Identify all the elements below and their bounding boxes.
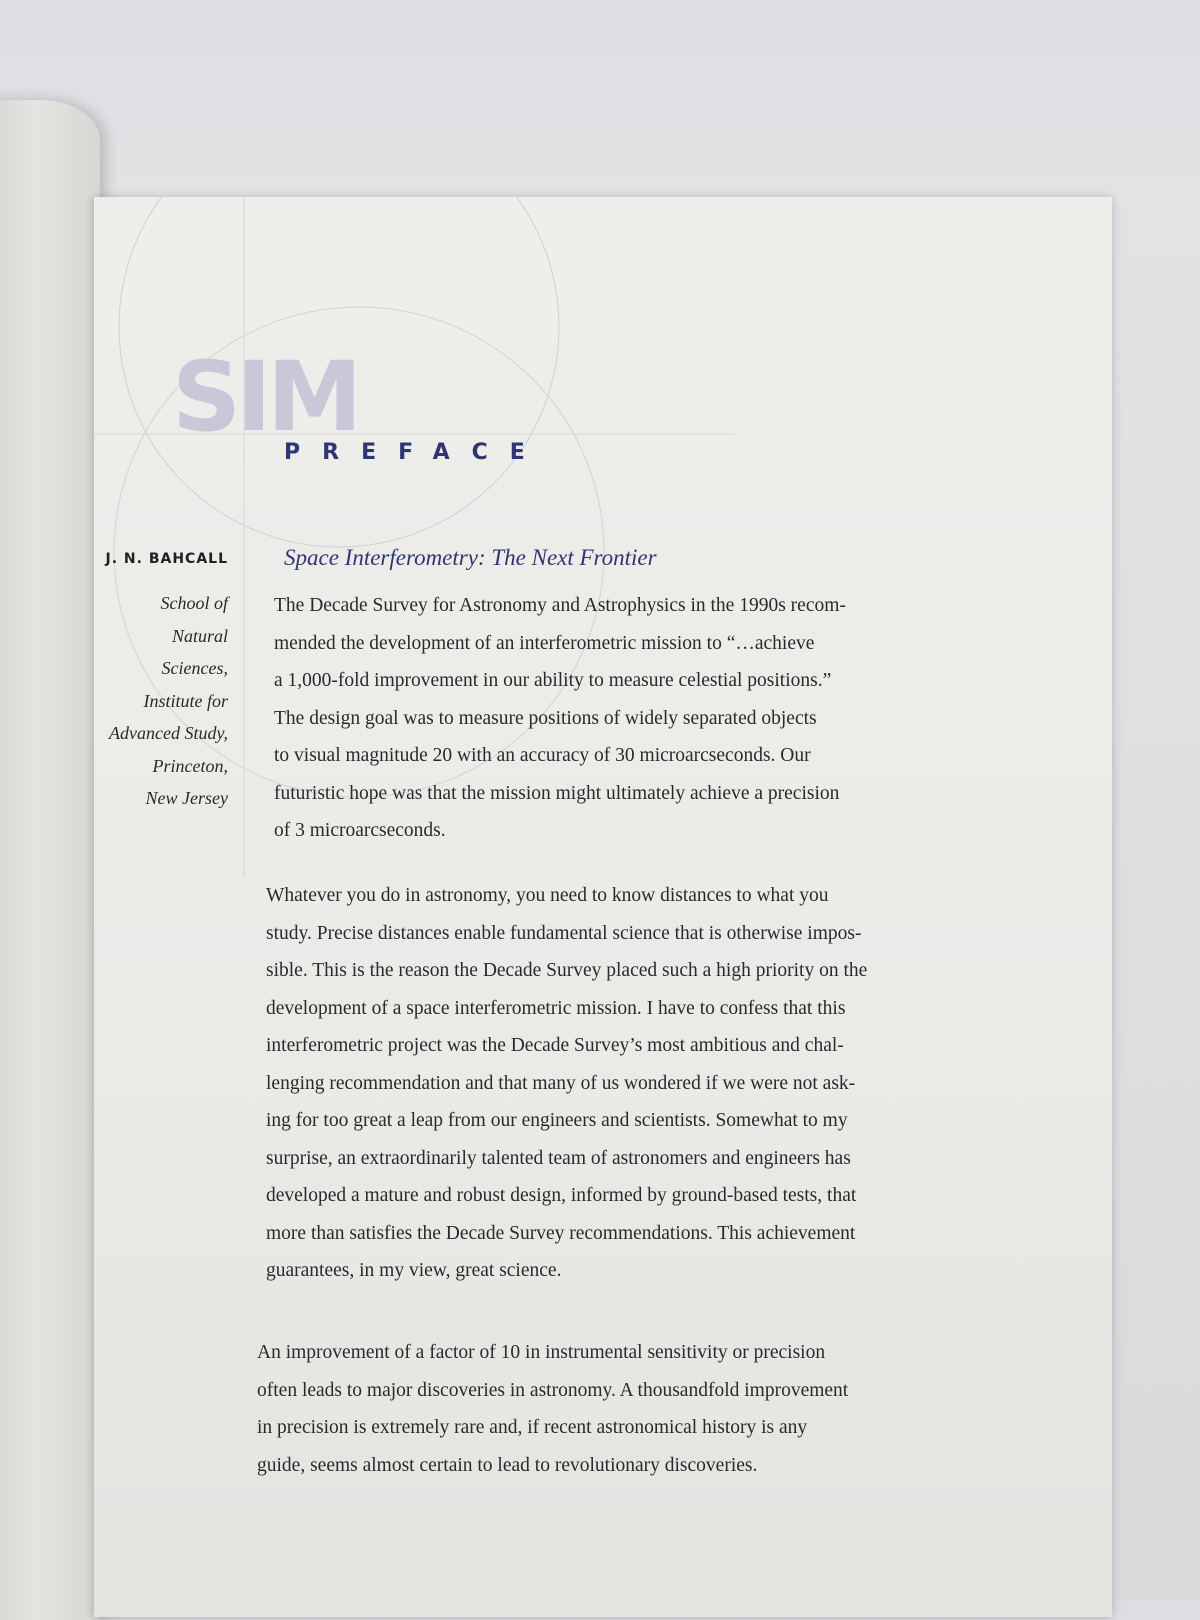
text-line: more than satisfies the Decade Survey recommendations. This achievement bbox=[266, 1222, 856, 1244]
text-line: surprise, an extraordinarily talented team of astronomers and engineers has bbox=[266, 1147, 851, 1169]
sim-logo: SIM bbox=[172, 341, 358, 453]
affiliation-line: Sciences, bbox=[161, 658, 228, 678]
text-line: The design goal was to measure positions of widely separated objects bbox=[274, 707, 817, 729]
text-line: of 3 microarcseconds. bbox=[274, 820, 446, 841]
previous-page-edge bbox=[0, 100, 100, 1620]
text-line: lenging recommendation and that many of us wondered if we were not ask- bbox=[266, 1072, 856, 1094]
text-line: The Decade Survey for Astronomy and Astrophysics in the 1990s recom- bbox=[274, 595, 846, 616]
affiliation-line: School of bbox=[160, 593, 228, 613]
section-heading: PREFACE bbox=[284, 440, 547, 465]
text-line: a 1,000-fold improvement in our ability to measure celestial positions.” bbox=[274, 670, 832, 691]
text-line: to visual magnitude 20 with an accuracy of 30 microarcseconds. Our bbox=[274, 745, 811, 766]
book-page bbox=[94, 197, 1112, 1617]
paragraph-2 bbox=[266, 877, 1006, 1290]
text-line: study. Precise distances enable fundamental science that is otherwise impos- bbox=[266, 922, 862, 944]
text-line: guide, seems almost certain to lead to revolutionary discoveries. bbox=[257, 1454, 758, 1476]
text-line: guarantees, in my view, great science. bbox=[266, 1260, 562, 1281]
text-line: An improvement of a factor of 10 in instrumental sensitivity or precision bbox=[257, 1342, 826, 1363]
affiliation-line: Institute for bbox=[143, 690, 228, 711]
text-line: interferometric project was the Decade Survey’s most ambitious and chal- bbox=[266, 1035, 844, 1056]
affiliation-line: New Jersey bbox=[145, 788, 228, 808]
author-affiliation bbox=[94, 587, 228, 815]
article-title: Space Interferometry: The Next Frontier bbox=[284, 545, 657, 570]
paragraph-3 bbox=[257, 1334, 997, 1484]
text-line: sible. This is the reason the Decade Survey placed such a high priority on the bbox=[266, 960, 868, 981]
text-line: often leads to major discoveries in astronomy. A thousandfold improvement bbox=[257, 1379, 849, 1401]
text-line: futuristic hope was that the mission might ultimately achieve a precision bbox=[274, 782, 840, 804]
text-line: in precision is extremely rare and, if recent astronomical history is any bbox=[257, 1417, 808, 1438]
text-line: developed a mature and robust design, informed by ground-based tests, that bbox=[266, 1185, 857, 1206]
text-line: Whatever you do in astronomy, you need to know distances to what you bbox=[266, 885, 829, 906]
author-name: J. N. BAHCALL bbox=[105, 551, 228, 567]
affiliation-line: Natural bbox=[171, 625, 228, 646]
affiliation-line: Princeton, bbox=[152, 755, 228, 776]
affiliation-line: Advanced Study, bbox=[109, 723, 228, 743]
paragraph-1 bbox=[274, 587, 1014, 850]
text-line: ing for too great a leap from our engineers and scientists. Somewhat to my bbox=[266, 1110, 848, 1131]
text-line: development of a space interferometric mission. I have to confess that this bbox=[266, 997, 846, 1019]
text-line: mended the development of an interferometric mission to “…achieve bbox=[274, 632, 815, 654]
